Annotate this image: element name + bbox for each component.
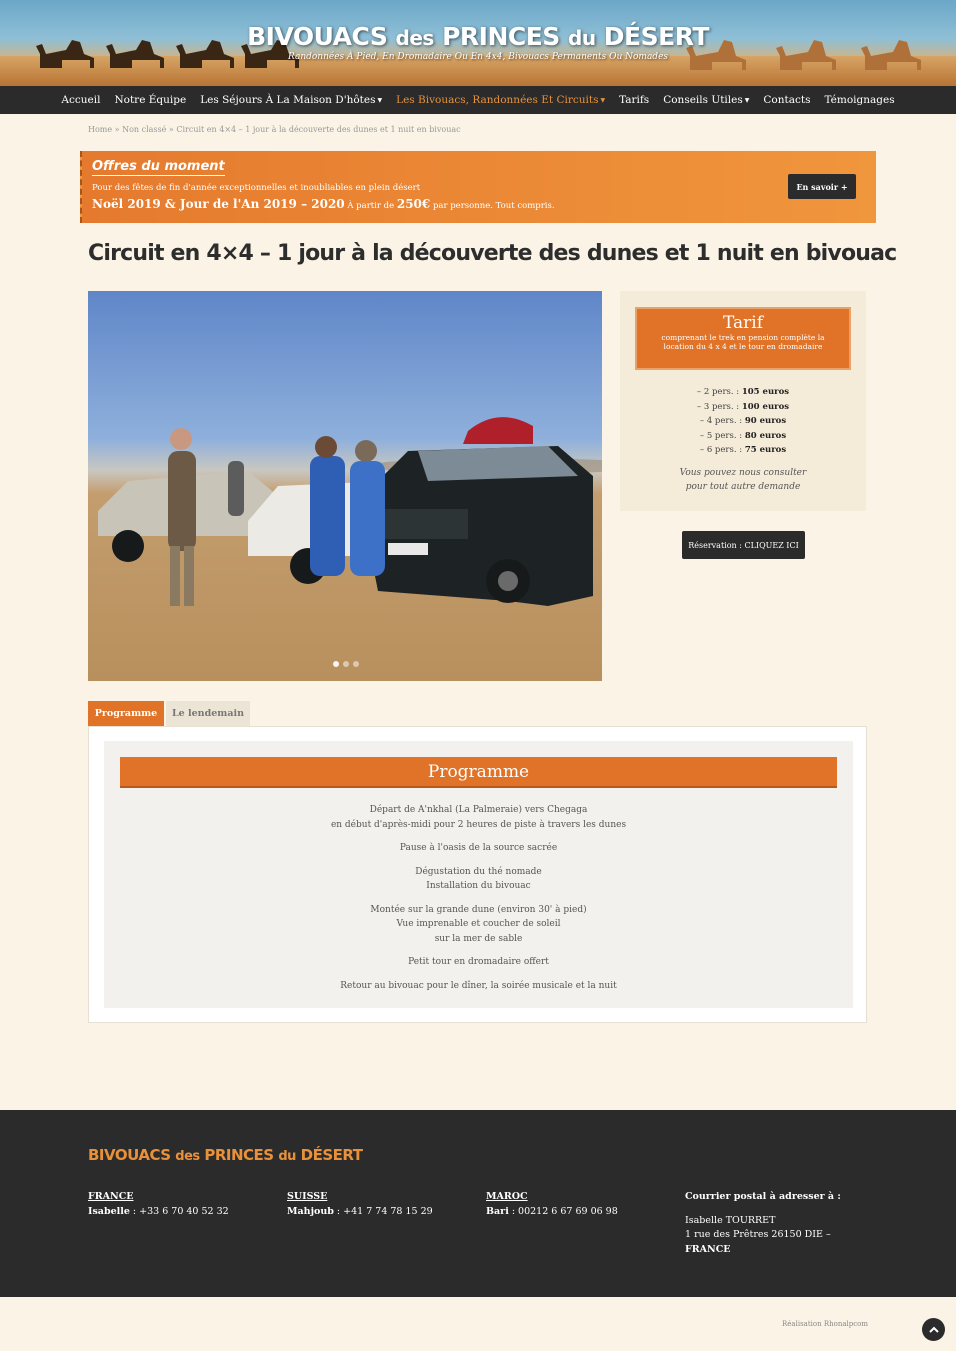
brand-word-bivouacs: BIVOUACS: [247, 22, 388, 51]
site-logo[interactable]: [0, 22, 956, 51]
desert-4x4-image: [88, 291, 602, 681]
offer-more-button[interactable]: En savoir +: [788, 174, 856, 199]
reservation-button[interactable]: Réservation : CLIQUEZ ICI: [682, 531, 805, 559]
slider-dot[interactable]: [353, 661, 359, 667]
tab-lendemain[interactable]: Le lendemain: [166, 701, 250, 726]
nav-item-equipe[interactable]: [107, 94, 193, 106]
price-row: [620, 385, 866, 400]
tarif-note-line: pour tout autre demande: [685, 482, 801, 492]
nav-label: Les Séjours À La Maison D'hôtes: [200, 94, 376, 106]
programme-paragraph: [104, 979, 853, 994]
nav-label: Témoignages: [824, 94, 895, 106]
site-footer: [0, 1110, 956, 1297]
offer-suffix: par personne. Tout compris.: [432, 201, 555, 211]
tarif-panel: [620, 291, 866, 511]
nav-label: Tarifs: [619, 94, 650, 106]
contact-name: Isabelle: [88, 1205, 130, 1217]
price-label: – 5 pers. :: [699, 430, 743, 441]
contact-phone[interactable]: : +41 7 74 78 15 29: [333, 1205, 433, 1217]
footer-logo-word: DÉSERT: [300, 1146, 363, 1164]
nav-item-temoignages[interactable]: [817, 94, 901, 106]
slider-dot[interactable]: [333, 661, 339, 667]
postal-street: 1 rue des Prêtres 26150 DIE –: [685, 1229, 831, 1240]
site-tagline: Randonnées À Pied, En Dromadaire Ou En 4x4, Bivouacs Permanents Ou Nomades: [287, 52, 669, 62]
nav-item-bivouacs[interactable]: [389, 94, 612, 106]
programme-paragraph: [104, 803, 853, 832]
programme-line: Retour au bivouac pour le dîner, la soirée musicale et la nuit: [340, 980, 617, 991]
price-label: – 6 pers. :: [699, 445, 743, 455]
price-value: 105 euros: [741, 387, 790, 397]
nav-item-sejours[interactable]: [193, 94, 389, 106]
footer-logo-word: BIVOUACS: [88, 1146, 171, 1164]
contact-country: FRANCE: [88, 1191, 134, 1202]
price-value: 75 euros: [744, 445, 787, 455]
nav-item-conseils[interactable]: [656, 94, 756, 106]
programme-paragraph: [104, 955, 853, 970]
programme-line: Montée sur la grande dune (environ 30' à pied): [370, 904, 587, 915]
programme-title: Programme: [120, 757, 837, 788]
price-value: 80 euros: [744, 430, 787, 441]
nav-label: Conseils Utiles: [663, 94, 743, 106]
programme-paragraph: [104, 903, 853, 947]
price-label: – 4 pers. :: [699, 416, 743, 426]
programme-line: Dégustation du thé nomade: [415, 866, 542, 877]
nav-label: Accueil: [61, 94, 101, 106]
circuit-photo: [88, 291, 602, 681]
chevron-up-icon: [928, 1324, 940, 1336]
caret-down-icon: ▼: [377, 96, 383, 104]
caret-down-icon: ▼: [600, 96, 606, 104]
programme-line: Départ de A'nkhal (La Palmeraie) vers Chegaga: [369, 805, 588, 815]
postal-heading: Courrier postal à adresser à :: [685, 1191, 841, 1202]
nav-item-accueil[interactable]: [54, 94, 107, 106]
tab-programme[interactable]: Programme: [88, 701, 164, 726]
programme-line: Vue imprenable et coucher de soleil: [396, 919, 561, 929]
price-row: [620, 400, 866, 415]
header-banner: [0, 0, 956, 86]
postal-name: Isabelle TOURRET: [685, 1214, 776, 1226]
price-row: [620, 443, 866, 458]
footer-logo[interactable]: [88, 1146, 363, 1164]
contact-line: [88, 1205, 229, 1220]
programme-line: sur la mer de sable: [434, 933, 523, 944]
footer-logo-word: du: [278, 1149, 296, 1164]
tarif-title: Tarif: [722, 313, 763, 333]
page-title: Circuit en 4×4 – 1 jour à la découverte des dunes et 1 nuit en bivouac: [88, 241, 897, 266]
brand-word-du: du: [568, 26, 596, 50]
programme-section: [104, 741, 853, 1008]
postal-address: [685, 1190, 845, 1257]
nav-item-tarifs[interactable]: [612, 94, 656, 106]
breadcrumb[interactable]: Home » Non classé » Circuit en 4×4 – 1 jour à la découverte des dunes et 1 nuit en bivouac: [88, 125, 461, 134]
main-nav: [0, 86, 956, 114]
nav-item-contacts[interactable]: [756, 94, 817, 106]
contact-line: [486, 1205, 618, 1220]
offer-event: Noël 2019 & Jour de l'An 2019 – 2020: [92, 197, 345, 211]
programme-line: Pause à l'oasis de la source sacrée: [399, 843, 558, 853]
slider-dot[interactable]: [343, 661, 349, 667]
footer-logo-word: des: [175, 1149, 200, 1164]
offer-banner: [80, 151, 876, 223]
offer-headline: [92, 197, 555, 211]
programme-paragraph: [104, 865, 853, 894]
price-list: [620, 385, 866, 458]
programme-line: Installation du bivouac: [426, 881, 531, 891]
slider-dots: [333, 661, 359, 667]
programme-text: [104, 803, 853, 1002]
offer-from: À partir de: [347, 201, 395, 211]
price-row: [620, 429, 866, 444]
nav-label: Notre Équipe: [114, 94, 187, 106]
contact-name: Bari: [486, 1205, 509, 1217]
programme-paragraph: [104, 841, 853, 856]
footer-logo-word: PRINCES: [204, 1146, 274, 1164]
contact-maroc: [486, 1190, 618, 1219]
caret-down-icon: ▼: [744, 96, 750, 104]
contact-line: [287, 1205, 433, 1220]
programme-line: en début d'après-midi pour 2 heures de piste à travers les dunes: [330, 819, 627, 830]
price-value: 100 euros: [741, 401, 790, 412]
nav-label: Contacts: [763, 94, 811, 106]
contact-phone[interactable]: : 00212 6 67 69 06 98: [508, 1205, 618, 1217]
nav-label: Les Bivouacs, Randonnées Et Circuits: [396, 94, 599, 106]
brand-word-des: des: [395, 26, 434, 50]
tarif-note: [620, 466, 866, 494]
offer-price: 250€: [396, 197, 431, 211]
back-to-top-button[interactable]: [922, 1318, 945, 1341]
postal-country: FRANCE: [685, 1243, 731, 1255]
price-value: 90 euros: [744, 416, 787, 426]
tarif-header: [635, 307, 851, 370]
contact-country: MAROC: [486, 1191, 528, 1202]
tarif-subtitle: comprenant le trek en pension complète la location du 4 x 4 et le tour en dromadaire: [661, 333, 825, 351]
tab-panel: [88, 726, 867, 1023]
contact-france: [88, 1190, 229, 1219]
brand-word-desert: DÉSERT: [603, 22, 709, 51]
contact-phone[interactable]: : +33 6 70 40 52 32: [129, 1205, 229, 1217]
offer-title: Offres du moment: [92, 159, 225, 174]
price-label: – 3 pers. :: [696, 401, 740, 412]
tarif-note-line: Vous pouvez nous consulter: [679, 468, 807, 478]
contact-name: Mahjoub: [287, 1205, 334, 1217]
price-label: – 2 pers. :: [696, 387, 740, 397]
offer-description: Pour des fêtes de fin d'année exceptionnelles et inoubliables en plein désert: [92, 183, 421, 193]
contact-suisse: [287, 1190, 433, 1219]
credit-link[interactable]: Réalisation Rhonalpcom: [782, 1320, 868, 1328]
brand-word-princes: PRINCES: [442, 22, 560, 51]
programme-line: Petit tour en dromadaire offert: [408, 957, 549, 967]
price-row: [620, 414, 866, 429]
contact-country: SUISSE: [287, 1191, 328, 1202]
